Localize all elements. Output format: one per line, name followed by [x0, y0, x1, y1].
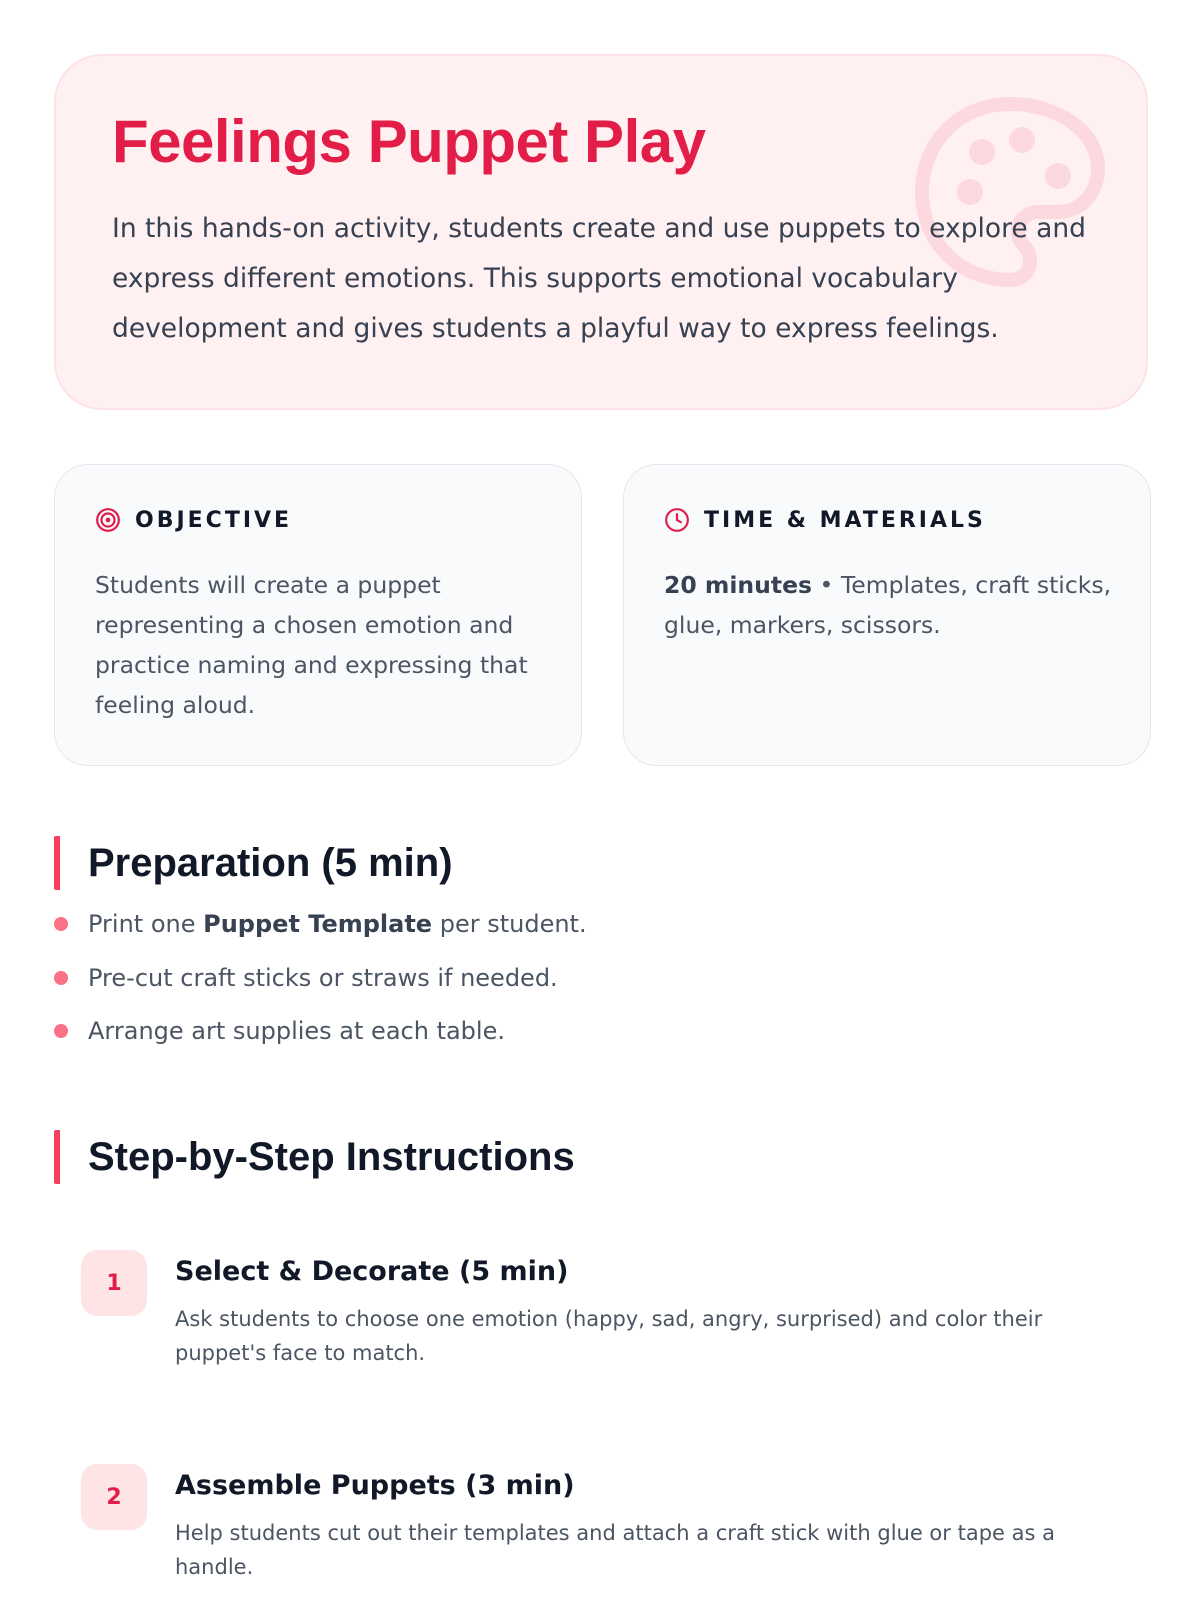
- target-icon: [95, 507, 121, 533]
- hero-card: [54, 54, 1148, 410]
- objective-text: Students will create a puppet representing a chosen emotion and practice naming and expressing that feeling aloud.: [95, 571, 528, 719]
- separator-dot: •: [819, 571, 834, 599]
- duration-value: 20 minutes: [664, 571, 813, 599]
- instructions-heading: Step-by-Step Instructions: [54, 1130, 575, 1184]
- preparation-list: [54, 909, 1054, 1070]
- materials-list: Templates, craft sticks, glue, markers, scissors.: [664, 571, 1112, 639]
- bullet-icon: [54, 971, 68, 985]
- step-number-badge: 1: [81, 1250, 147, 1316]
- preparation-heading: Preparation (5 min): [54, 836, 453, 890]
- objective-header: [95, 507, 292, 533]
- bullet-icon: [54, 1024, 68, 1038]
- step-title: Select & Decorate (5 min): [175, 1256, 569, 1287]
- step-number-badge: 2: [81, 1464, 147, 1530]
- step-description: Help students cut out their templates and attach a craft stick with glue or tape as a handle.: [175, 1521, 1055, 1579]
- step-description: Ask students to choose one emotion (happy, sad, angry, surprised) and color their puppet's face to match.: [175, 1307, 1043, 1365]
- time-materials-text: [664, 565, 1119, 645]
- clock-icon: [664, 507, 690, 533]
- list-item: Pre-cut craft sticks or straws if needed.: [54, 963, 1054, 1017]
- list-item: Print one Puppet Template per student.: [54, 909, 1054, 963]
- objective-card: [54, 464, 582, 766]
- time-materials-card: [623, 464, 1151, 766]
- time-materials-label: TIME & MATERIALS: [704, 507, 986, 533]
- objective-label: OBJECTIVE: [135, 507, 293, 533]
- step-title: Assemble Puppets (3 min): [175, 1470, 575, 1501]
- bullet-icon: [54, 917, 68, 931]
- list-item: Arrange art supplies at each table.: [54, 1016, 1054, 1070]
- time-materials-header: [664, 507, 986, 533]
- puppet-template-label: Puppet Template: [203, 910, 433, 938]
- activity-description: In this hands-on activity, students create and use puppets to explore and express different emotions. This supports emotional vocabulary development and gives students a playful way to express feelings.: [112, 213, 1086, 344]
- page-title: Feelings Puppet Play: [112, 108, 706, 175]
